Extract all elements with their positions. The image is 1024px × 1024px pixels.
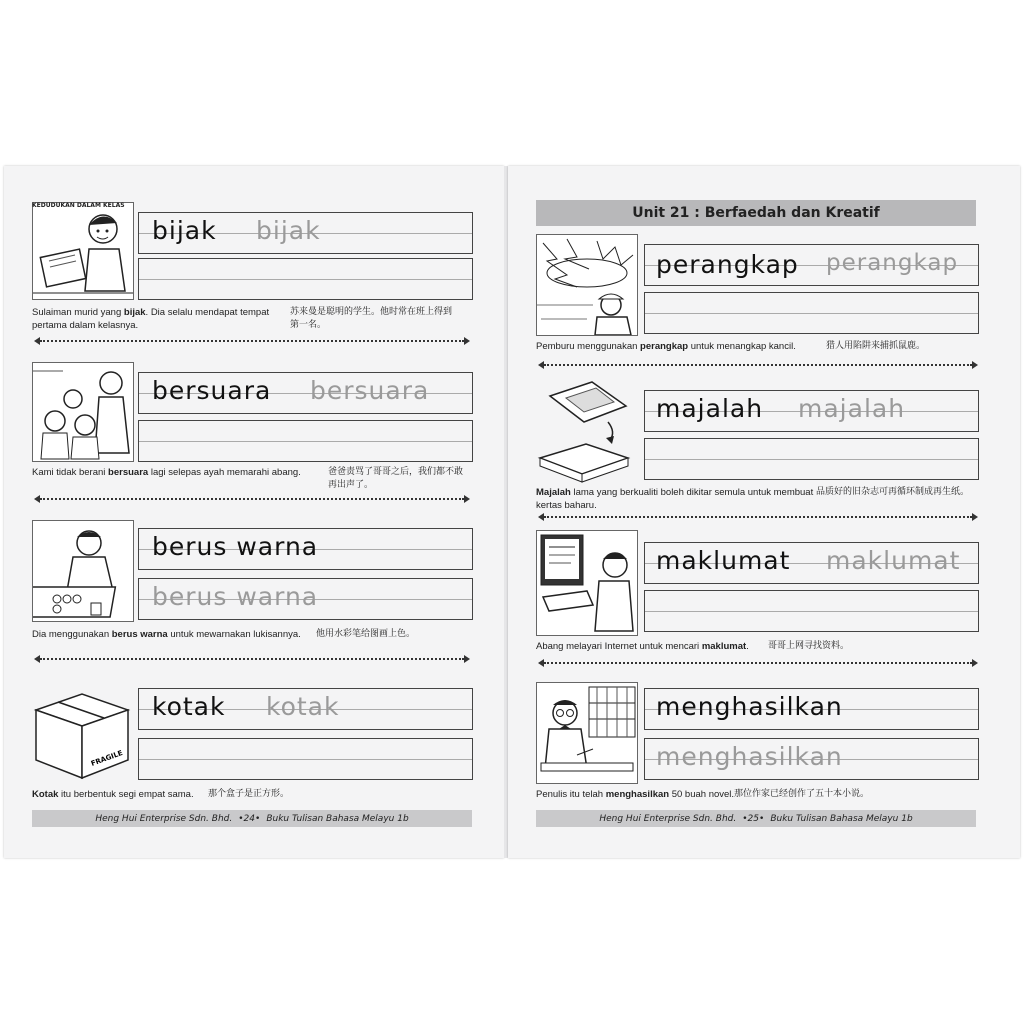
footer-publisher: Heng Hui Enterprise Sdn. Bhd. — [95, 813, 233, 824]
writing-box-lower[interactable] — [138, 258, 473, 300]
model-word: bijak — [152, 216, 217, 245]
chinese-translation: 猎人用陷阱来捕抓鼠鹿。 — [826, 341, 926, 351]
writing-box-lower[interactable] — [138, 420, 473, 462]
unit-title: Unit 21 : Berfaedah dan Kreatif — [536, 200, 976, 226]
writer-desk-icon — [536, 682, 638, 784]
example-sentence: Sulaiman murid yang bijak. Dia selalu mendapat tempat pertama dalam kelasnya. — [32, 307, 270, 331]
example-sentence: Dia menggunakan berus warna untuk mewarnakan lukisannya. — [32, 629, 301, 640]
ghost-word: maklumat — [826, 546, 961, 575]
left-page — [4, 166, 504, 858]
example-sentence: Pemburu menggunakan perangkap untuk menangkap kancil. — [536, 341, 796, 352]
footer-page-number: •25• — [742, 813, 765, 824]
right-page — [508, 166, 1020, 858]
chinese-translation: 他用水彩笔给图画上色。 — [316, 629, 416, 639]
dotted-separator — [40, 340, 464, 342]
chinese-translation: 品质好的旧杂志可再循环制成再生纸。 — [816, 487, 970, 497]
chinese-translation: 那个盒子是正方形。 — [208, 789, 290, 799]
ghost-word: bersuara — [310, 376, 430, 405]
chinese-translation: 爸爸责骂了哥哥之后，我们都不敢再出声了。 — [328, 467, 464, 490]
model-word: maklumat — [656, 546, 791, 575]
ghost-word: kotak — [266, 692, 340, 721]
boy-computer-icon — [536, 530, 638, 636]
entry-kotak — [4, 674, 504, 804]
model-word: bersuara — [152, 376, 272, 405]
footer-book-title: Buku Tulisan Bahasa Melayu 1b — [266, 813, 409, 824]
ghost-word: menghasilkan — [656, 742, 843, 771]
example-sentence: Kotak itu berbentuk segi empat sama. — [32, 789, 194, 800]
magazine-recycle-icon — [536, 378, 636, 488]
chinese-translation: 哥哥上网寻找资料。 — [768, 641, 850, 651]
example-sentence: Majalah lama yang berkualiti boleh dikitar semula untuk membuat kertas baharu. — [536, 487, 814, 511]
model-word: perangkap — [656, 250, 799, 279]
entry-perangkap — [508, 228, 1020, 358]
entry-menghasilkan — [508, 674, 1020, 804]
entry-berus-warna — [4, 514, 504, 662]
writing-box-lower[interactable] — [644, 438, 979, 480]
model-word: menghasilkan — [656, 692, 843, 721]
writing-box-lower[interactable] — [644, 590, 979, 632]
fragile-text: FRAGILE — [89, 749, 124, 768]
ghost-word: berus warna — [152, 582, 319, 611]
model-word: kotak — [152, 692, 226, 721]
dotted-separator — [544, 364, 972, 366]
hunter-trap-icon — [536, 234, 638, 336]
dotted-separator — [544, 516, 972, 518]
entry-bijak — [4, 166, 504, 336]
example-sentence: Abang melayari Internet untuk mencari maklumat. — [536, 641, 749, 652]
chinese-translation: 那位作家已经创作了五十本小说。 — [734, 789, 870, 799]
boy-reading-report-icon — [32, 202, 134, 300]
dotted-separator — [40, 658, 464, 660]
model-word: berus warna — [152, 532, 319, 561]
footer-book-title: Buku Tulisan Bahasa Melayu 1b — [770, 813, 913, 824]
chinese-translation: 苏来曼是聪明的学生。他时常在班上得到第一名。 — [290, 307, 453, 330]
ghost-word: majalah — [798, 394, 906, 423]
writing-box-lower[interactable] — [644, 292, 979, 334]
dotted-separator — [544, 662, 972, 664]
entry-maklumat — [508, 526, 1020, 656]
writing-box-lower[interactable] — [138, 738, 473, 780]
footer-publisher: Heng Hui Enterprise Sdn. Bhd. — [599, 813, 737, 824]
ghost-word: perangkap — [826, 250, 959, 276]
dotted-separator — [40, 498, 464, 500]
footer-page-number: •24• — [238, 813, 261, 824]
entry-majalah — [508, 376, 1020, 516]
kedudukan-label: KEDUDUKAN DALAM KELAS — [32, 202, 125, 209]
boy-painting-icon — [32, 520, 134, 622]
fragile-box-icon — [32, 680, 132, 780]
workbook-spread — [0, 166, 1024, 858]
model-word: majalah — [656, 394, 764, 423]
ghost-word: bijak — [256, 216, 321, 245]
entry-bersuara — [4, 356, 504, 506]
example-sentence: Penulis itu telah menghasilkan 50 buah novel. — [536, 789, 735, 800]
example-sentence: Kami tidak berani bersuara lagi selepas ayah memarahi abang. — [32, 467, 301, 478]
father-scolding-children-icon — [32, 362, 134, 462]
page-footer — [32, 810, 472, 827]
page-footer — [536, 810, 976, 827]
